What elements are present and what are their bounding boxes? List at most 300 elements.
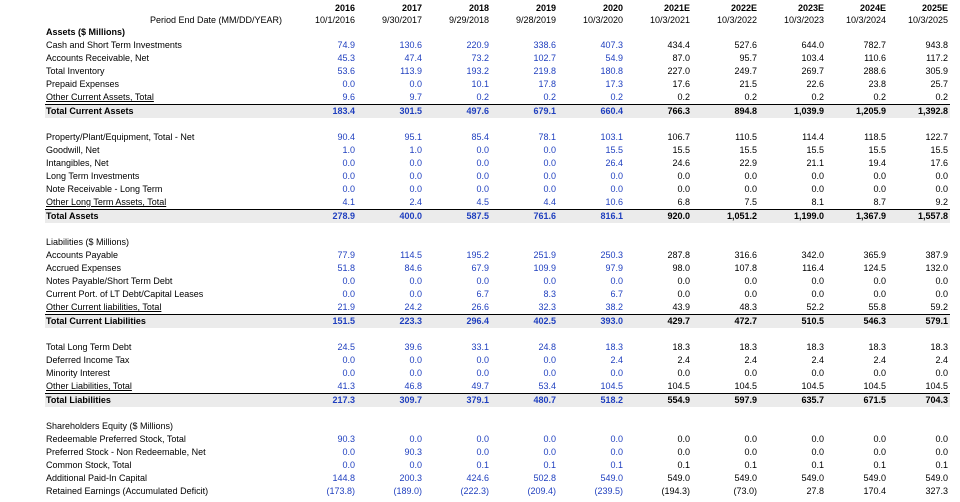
value-cell bbox=[888, 407, 950, 420]
value-cell bbox=[625, 118, 692, 131]
value-cell: 1,199.0 bbox=[759, 210, 826, 224]
date-header: 10/3/2020 bbox=[582, 15, 623, 25]
value-cell: 26.4 bbox=[605, 158, 623, 168]
value-cell bbox=[357, 223, 424, 236]
value-cell: 17.3 bbox=[605, 79, 623, 89]
table-row bbox=[45, 288, 950, 301]
value-cell: (239.5) bbox=[594, 486, 623, 496]
value-cell: 402.5 bbox=[491, 315, 558, 329]
value-cell: 0.0 bbox=[342, 460, 355, 470]
value-cell bbox=[424, 223, 491, 236]
value-cell: 9.6 bbox=[290, 91, 357, 105]
table-row bbox=[45, 183, 950, 196]
value-cell: 85.4 bbox=[471, 132, 489, 142]
value-cell: 0.0 bbox=[811, 368, 824, 378]
value-cell bbox=[558, 420, 625, 433]
value-cell: 87.0 bbox=[672, 53, 690, 63]
value-cell: 170.4 bbox=[863, 486, 886, 496]
value-cell: 0.0 bbox=[476, 368, 489, 378]
value-cell: 116.4 bbox=[802, 263, 824, 273]
value-cell: 472.7 bbox=[692, 315, 759, 329]
value-cell: 0.0 bbox=[409, 355, 422, 365]
value-cell: 0.0 bbox=[409, 434, 422, 444]
year-header: 2020 bbox=[602, 3, 623, 13]
value-cell: 0.0 bbox=[543, 158, 556, 168]
value-cell bbox=[290, 328, 357, 341]
value-cell: 0.0 bbox=[543, 434, 556, 444]
row-label bbox=[45, 328, 290, 341]
value-cell: 0.0 bbox=[935, 434, 948, 444]
value-cell bbox=[759, 236, 826, 249]
value-cell bbox=[625, 407, 692, 420]
value-cell: 113.9 bbox=[400, 66, 422, 76]
value-cell: 8.3 bbox=[543, 289, 556, 299]
value-cell: 407.3 bbox=[600, 40, 623, 50]
value-cell: 32.3 bbox=[491, 301, 558, 315]
value-cell: 0.0 bbox=[677, 368, 690, 378]
value-cell bbox=[290, 26, 357, 39]
value-cell bbox=[692, 328, 759, 341]
table-row bbox=[45, 131, 950, 144]
value-cell: 309.7 bbox=[357, 394, 424, 408]
value-cell: 18.3 bbox=[672, 342, 690, 352]
value-cell: 250.3 bbox=[600, 250, 623, 260]
row-label bbox=[45, 223, 290, 236]
value-cell: 0.0 bbox=[409, 158, 422, 168]
value-cell: 497.6 bbox=[424, 105, 491, 119]
value-cell: 387.9 bbox=[925, 250, 948, 260]
value-cell bbox=[826, 420, 888, 433]
value-cell: 338.6 bbox=[533, 40, 556, 50]
value-cell: 0.1 bbox=[744, 460, 757, 470]
value-cell: 549.0 bbox=[734, 473, 757, 483]
value-cell bbox=[424, 420, 491, 433]
value-cell: 26.6 bbox=[424, 301, 491, 315]
value-cell: 0.0 bbox=[744, 184, 757, 194]
row-label: Prepaid Expenses bbox=[46, 79, 120, 89]
row-label bbox=[45, 407, 290, 420]
value-cell: 1,367.9 bbox=[826, 210, 888, 224]
value-cell bbox=[692, 118, 759, 131]
value-cell: 0.0 bbox=[342, 368, 355, 378]
date-header: 10/3/2024 bbox=[845, 15, 886, 25]
value-cell: 635.7 bbox=[759, 394, 826, 408]
date-header: 10/3/2025 bbox=[907, 15, 948, 25]
value-cell: 0.0 bbox=[543, 368, 556, 378]
value-cell: 22.9 bbox=[739, 158, 757, 168]
value-cell: 18.3 bbox=[806, 342, 824, 352]
value-cell: 0.0 bbox=[873, 276, 886, 286]
value-cell: 103.4 bbox=[801, 53, 824, 63]
value-cell bbox=[692, 223, 759, 236]
date-header: 9/28/2019 bbox=[515, 15, 556, 25]
value-cell: 644.0 bbox=[801, 40, 824, 50]
table-row bbox=[45, 65, 950, 78]
value-cell bbox=[558, 407, 625, 420]
value-cell: (222.3) bbox=[460, 486, 489, 496]
value-cell bbox=[491, 26, 558, 39]
value-cell: 1,392.8 bbox=[888, 105, 950, 119]
value-cell: 200.3 bbox=[399, 473, 422, 483]
value-cell: 0.0 bbox=[409, 289, 422, 299]
value-cell: 17.8 bbox=[538, 79, 556, 89]
value-cell: 0.0 bbox=[610, 447, 623, 457]
date-header: 9/29/2018 bbox=[448, 15, 489, 25]
value-cell: 0.0 bbox=[873, 171, 886, 181]
value-cell bbox=[290, 407, 357, 420]
row-label: Total Current Assets bbox=[45, 105, 290, 119]
value-cell: 0.0 bbox=[873, 434, 886, 444]
row-label: Other Current liabilities, Total bbox=[45, 301, 290, 315]
value-cell: 0.1 bbox=[677, 460, 690, 470]
value-cell bbox=[692, 26, 759, 39]
value-cell: 6.8 bbox=[625, 196, 692, 210]
value-cell: 782.7 bbox=[863, 40, 886, 50]
value-cell: 9.2 bbox=[888, 196, 950, 210]
value-cell: 0.0 bbox=[543, 447, 556, 457]
value-cell bbox=[759, 420, 826, 433]
value-cell: 0.0 bbox=[677, 171, 690, 181]
value-cell: 0.0 bbox=[409, 276, 422, 286]
value-cell bbox=[692, 236, 759, 249]
value-cell: 110.6 bbox=[864, 53, 886, 63]
table-row bbox=[45, 301, 950, 315]
value-cell: 9.7 bbox=[357, 91, 424, 105]
value-cell: 549.0 bbox=[925, 473, 948, 483]
value-cell bbox=[424, 118, 491, 131]
value-cell: 114.4 bbox=[802, 132, 824, 142]
row-label: Total Liabilities bbox=[45, 394, 290, 408]
value-cell: 0.0 bbox=[342, 158, 355, 168]
value-cell: 0.0 bbox=[935, 368, 948, 378]
value-cell: 549.0 bbox=[600, 473, 623, 483]
value-cell: 0.0 bbox=[342, 289, 355, 299]
value-cell bbox=[491, 223, 558, 236]
row-label: Intangibles, Net bbox=[46, 158, 109, 168]
row-label: Notes Payable/Short Term Debt bbox=[46, 276, 173, 286]
date-header: 9/30/2017 bbox=[381, 15, 422, 25]
value-cell bbox=[290, 236, 357, 249]
value-cell bbox=[759, 26, 826, 39]
value-cell: 10.1 bbox=[471, 79, 489, 89]
value-cell: 0.0 bbox=[476, 145, 489, 155]
value-cell: 49.7 bbox=[424, 380, 491, 394]
value-cell: 73.2 bbox=[471, 53, 489, 63]
value-cell: 0.0 bbox=[610, 276, 623, 286]
value-cell bbox=[290, 420, 357, 433]
value-cell: 249.7 bbox=[734, 66, 757, 76]
value-cell: 480.7 bbox=[491, 394, 558, 408]
table-row bbox=[45, 380, 950, 394]
value-cell: 2.4 bbox=[610, 355, 623, 365]
value-cell: 104.5 bbox=[826, 380, 888, 394]
value-cell: 15.5 bbox=[672, 145, 690, 155]
value-cell: 0.0 bbox=[476, 434, 489, 444]
value-cell: 48.3 bbox=[692, 301, 759, 315]
value-cell: 424.6 bbox=[466, 473, 489, 483]
value-cell: 10.6 bbox=[558, 196, 625, 210]
value-cell bbox=[759, 223, 826, 236]
value-cell: 102.7 bbox=[533, 53, 556, 63]
value-cell: 251.9 bbox=[533, 250, 556, 260]
date-header: 10/3/2022 bbox=[716, 15, 757, 25]
value-cell: 0.0 bbox=[543, 276, 556, 286]
value-cell bbox=[888, 236, 950, 249]
value-cell bbox=[759, 118, 826, 131]
value-cell bbox=[290, 223, 357, 236]
value-cell bbox=[826, 223, 888, 236]
value-cell: 15.5 bbox=[605, 145, 623, 155]
row-label: Other Long Term Assets, Total bbox=[45, 196, 290, 210]
value-cell: 118.5 bbox=[864, 132, 886, 142]
value-cell bbox=[826, 26, 888, 39]
value-cell bbox=[558, 328, 625, 341]
value-cell: 25.7 bbox=[930, 79, 948, 89]
value-cell: 1,205.9 bbox=[826, 105, 888, 119]
value-cell bbox=[888, 420, 950, 433]
value-cell: 0.0 bbox=[811, 171, 824, 181]
value-cell: 51.8 bbox=[337, 263, 355, 273]
value-cell: 400.0 bbox=[357, 210, 424, 224]
value-cell: 0.0 bbox=[342, 184, 355, 194]
value-cell: 0.0 bbox=[342, 276, 355, 286]
value-cell: 74.9 bbox=[337, 40, 355, 50]
value-cell: 217.3 bbox=[290, 394, 357, 408]
value-cell: 0.0 bbox=[744, 276, 757, 286]
value-cell: (73.0) bbox=[733, 486, 757, 496]
value-cell: 0.0 bbox=[811, 289, 824, 299]
value-cell bbox=[625, 420, 692, 433]
value-cell: 502.8 bbox=[533, 473, 556, 483]
value-cell: 109.9 bbox=[533, 263, 556, 273]
value-cell: 0.0 bbox=[342, 447, 355, 457]
value-cell: 0.2 bbox=[558, 91, 625, 105]
value-cell: 0.0 bbox=[476, 447, 489, 457]
value-cell: 2.4 bbox=[873, 355, 886, 365]
table-row bbox=[45, 354, 950, 367]
date-header: 10/3/2023 bbox=[783, 15, 824, 25]
value-cell: 1,039.9 bbox=[759, 105, 826, 119]
year-header: 2021E bbox=[663, 3, 690, 13]
value-cell bbox=[357, 236, 424, 249]
year-header: 2024E bbox=[859, 3, 886, 13]
value-cell: 0.0 bbox=[811, 276, 824, 286]
value-cell: 0.0 bbox=[935, 289, 948, 299]
value-cell: 2.4 bbox=[935, 355, 948, 365]
spacer-row bbox=[45, 407, 950, 420]
value-cell: 0.0 bbox=[610, 368, 623, 378]
value-cell bbox=[888, 328, 950, 341]
total-row bbox=[45, 315, 950, 329]
row-label: Accrued Expenses bbox=[46, 263, 122, 273]
value-cell: 219.8 bbox=[533, 66, 556, 76]
value-cell bbox=[692, 407, 759, 420]
value-cell bbox=[826, 118, 888, 131]
value-cell bbox=[759, 328, 826, 341]
value-cell: 43.9 bbox=[625, 301, 692, 315]
value-cell: 554.9 bbox=[625, 394, 692, 408]
value-cell: 15.5 bbox=[739, 145, 757, 155]
value-cell bbox=[558, 223, 625, 236]
value-cell bbox=[558, 26, 625, 39]
table-row bbox=[45, 249, 950, 262]
value-cell: 0.0 bbox=[342, 79, 355, 89]
table-row bbox=[45, 262, 950, 275]
value-cell: 15.5 bbox=[806, 145, 824, 155]
value-cell: 0.2 bbox=[424, 91, 491, 105]
value-cell: 1.0 bbox=[409, 145, 422, 155]
value-cell bbox=[424, 407, 491, 420]
value-cell: 0.2 bbox=[692, 91, 759, 105]
value-cell: 0.0 bbox=[677, 434, 690, 444]
value-cell: 0.0 bbox=[610, 184, 623, 194]
value-cell: 151.5 bbox=[290, 315, 357, 329]
value-cell bbox=[558, 236, 625, 249]
value-cell: 130.6 bbox=[399, 40, 422, 50]
value-cell: 220.9 bbox=[466, 40, 489, 50]
value-cell: (173.8) bbox=[326, 486, 355, 496]
value-cell: 0.0 bbox=[476, 184, 489, 194]
value-cell: 549.0 bbox=[863, 473, 886, 483]
value-cell: 379.1 bbox=[424, 394, 491, 408]
table-row bbox=[45, 196, 950, 210]
value-cell: 22.6 bbox=[806, 79, 824, 89]
value-cell: 0.0 bbox=[873, 368, 886, 378]
value-cell: 587.5 bbox=[424, 210, 491, 224]
value-cell: 39.6 bbox=[404, 342, 422, 352]
value-cell: 0.1 bbox=[935, 460, 948, 470]
row-label bbox=[45, 118, 290, 131]
value-cell: 4.5 bbox=[424, 196, 491, 210]
section-label-row bbox=[45, 236, 950, 249]
value-cell: 23.8 bbox=[868, 79, 886, 89]
value-cell bbox=[625, 328, 692, 341]
value-cell: 434.4 bbox=[667, 40, 690, 50]
value-cell: 0.0 bbox=[342, 171, 355, 181]
table-row bbox=[45, 52, 950, 65]
value-cell: 287.8 bbox=[667, 250, 690, 260]
value-cell: 24.8 bbox=[538, 342, 556, 352]
value-cell: 0.0 bbox=[811, 447, 824, 457]
value-cell: 288.6 bbox=[863, 66, 886, 76]
value-cell: 0.0 bbox=[543, 184, 556, 194]
value-cell: 671.5 bbox=[826, 394, 888, 408]
table-row bbox=[45, 275, 950, 288]
value-cell: 110.5 bbox=[735, 132, 757, 142]
value-cell: 95.1 bbox=[404, 132, 422, 142]
balance-sheet-table bbox=[45, 2, 950, 498]
spacer-row bbox=[45, 328, 950, 341]
value-cell: 2.4 bbox=[811, 355, 824, 365]
value-cell: 510.5 bbox=[759, 315, 826, 329]
value-cell: 59.2 bbox=[888, 301, 950, 315]
value-cell: 305.9 bbox=[925, 66, 948, 76]
value-cell: 0.0 bbox=[677, 447, 690, 457]
value-cell: 0.1 bbox=[873, 460, 886, 470]
value-cell: 0.0 bbox=[476, 171, 489, 181]
value-cell: 27.8 bbox=[806, 486, 824, 496]
table-row bbox=[45, 78, 950, 91]
value-cell: 55.8 bbox=[826, 301, 888, 315]
value-cell: 223.3 bbox=[357, 315, 424, 329]
value-cell: 0.0 bbox=[873, 289, 886, 299]
value-cell bbox=[357, 420, 424, 433]
value-cell: 1.0 bbox=[342, 145, 355, 155]
value-cell: 0.0 bbox=[543, 145, 556, 155]
table-row bbox=[45, 91, 950, 105]
value-cell: 0.0 bbox=[677, 184, 690, 194]
value-cell: (209.4) bbox=[527, 486, 556, 496]
value-cell: 24.2 bbox=[357, 301, 424, 315]
row-label: Cash and Short Term Investments bbox=[46, 40, 182, 50]
value-cell: 106.7 bbox=[667, 132, 690, 142]
value-cell: 21.1 bbox=[806, 158, 824, 168]
row-label: Goodwill, Net bbox=[46, 145, 100, 155]
value-cell: 195.2 bbox=[466, 250, 489, 260]
value-cell: 21.5 bbox=[739, 79, 757, 89]
year-header: 2018 bbox=[468, 3, 489, 13]
value-cell: 0.0 bbox=[409, 79, 422, 89]
value-cell: 0.2 bbox=[491, 91, 558, 105]
row-label: Redeemable Preferred Stock, Total bbox=[46, 434, 186, 444]
table-row bbox=[45, 144, 950, 157]
value-cell: 0.0 bbox=[677, 289, 690, 299]
value-cell: 4.4 bbox=[491, 196, 558, 210]
value-cell: 114.5 bbox=[400, 250, 422, 260]
value-cell: 0.1 bbox=[811, 460, 824, 470]
value-cell: 33.1 bbox=[471, 342, 489, 352]
row-label: Property/Plant/Equipment, Total - Net bbox=[46, 132, 195, 142]
year-header: 2025E bbox=[921, 3, 948, 13]
value-cell bbox=[491, 236, 558, 249]
value-cell bbox=[491, 407, 558, 420]
row-label: Accounts Payable bbox=[46, 250, 119, 260]
value-cell: 2.4 bbox=[677, 355, 690, 365]
value-cell: 0.0 bbox=[935, 171, 948, 181]
value-cell: 704.3 bbox=[888, 394, 950, 408]
value-cell: 660.4 bbox=[558, 105, 625, 119]
value-cell: 269.7 bbox=[801, 66, 824, 76]
year-header: 2023E bbox=[797, 3, 824, 13]
table-row bbox=[45, 367, 950, 380]
total-row bbox=[45, 105, 950, 119]
value-cell bbox=[424, 26, 491, 39]
value-cell bbox=[357, 328, 424, 341]
value-cell: 4.1 bbox=[290, 196, 357, 210]
row-label: Retained Earnings (Accumulated Deficit) bbox=[46, 486, 209, 496]
value-cell: 1,051.2 bbox=[692, 210, 759, 224]
value-cell bbox=[826, 328, 888, 341]
value-cell: (189.0) bbox=[393, 486, 422, 496]
value-cell bbox=[558, 118, 625, 131]
value-cell: 193.2 bbox=[466, 66, 489, 76]
value-cell bbox=[625, 223, 692, 236]
value-cell: 180.8 bbox=[600, 66, 623, 76]
value-cell: 0.0 bbox=[935, 447, 948, 457]
value-cell: 0.0 bbox=[476, 355, 489, 365]
row-label: Accounts Receivable, Net bbox=[46, 53, 150, 63]
value-cell: 18.3 bbox=[605, 342, 623, 352]
value-cell: 104.5 bbox=[759, 380, 826, 394]
value-cell: 8.7 bbox=[826, 196, 888, 210]
value-cell: 95.7 bbox=[739, 53, 757, 63]
value-cell: 18.3 bbox=[930, 342, 948, 352]
value-cell: 122.7 bbox=[925, 132, 948, 142]
value-cell: 124.5 bbox=[863, 263, 886, 273]
value-cell bbox=[759, 407, 826, 420]
year-header: 2022E bbox=[730, 3, 757, 13]
value-cell: 2.4 bbox=[744, 355, 757, 365]
